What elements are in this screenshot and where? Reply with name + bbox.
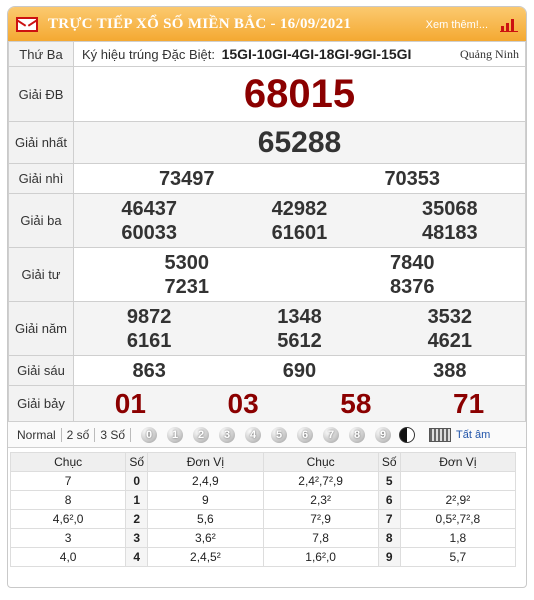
prize-1-label: Giải nhất — [9, 122, 74, 164]
digit-ball-button[interactable]: 9 — [375, 427, 391, 443]
loto-cell: 5,6 — [148, 510, 263, 529]
mode-2-digit-button[interactable]: 2 số — [62, 428, 96, 442]
loto-head-cell: 6 — [378, 491, 400, 510]
loto-cell: 2²,9² — [400, 491, 515, 510]
digit-ball-button[interactable]: 0 — [141, 427, 157, 443]
loto-header-units: Đơn Vị — [400, 453, 515, 472]
mode-3-digit-button[interactable]: 3 Số — [95, 428, 131, 442]
prize-3-number: 60033 — [121, 221, 177, 244]
prize-6-number: 388 — [433, 359, 467, 382]
loto-head-cell: 4 — [126, 548, 148, 567]
loto-header-head: Số — [126, 453, 148, 472]
digit-ball-button[interactable]: 7 — [323, 427, 339, 443]
loto-cell: 2,4,5² — [148, 548, 263, 567]
digit-ball-button[interactable]: 5 — [271, 427, 287, 443]
loto-cell: 7 — [11, 472, 126, 491]
loto-header-tens: Chục — [11, 453, 126, 472]
prize-7-number: 58 — [340, 387, 372, 419]
panel-title: TRỰC TIẾP XỔ SỐ MIỀN BẮC - 16/09/2021 — [48, 15, 352, 32]
loto-cell: 2,3² — [263, 491, 378, 510]
loto-cell: 4,0 — [11, 548, 126, 567]
table-row — [11, 529, 516, 548]
sound-all-label[interactable]: Tất âm — [456, 428, 491, 441]
loto-cell: 1,6²,0 — [263, 548, 378, 567]
prize-5-number: 9872 — [126, 305, 172, 328]
mode-normal-button[interactable]: Normal — [12, 428, 62, 442]
loto-cell: 7,8 — [263, 529, 378, 548]
prize-db-label: Giải ĐB — [9, 67, 74, 122]
table-row — [11, 491, 516, 510]
digit-ball-button[interactable]: 8 — [349, 427, 365, 443]
see-more-link[interactable]: Xem thêm!... — [425, 19, 488, 31]
loto-head-cell: 8 — [378, 529, 400, 548]
prize-5-number: 1348 — [277, 305, 322, 328]
digit-ball-button[interactable]: 2 — [193, 427, 209, 443]
prize-5-number: 3532 — [427, 305, 473, 328]
digit-ball-button[interactable]: 1 — [167, 427, 183, 443]
prize-db-number: 68015 — [243, 72, 356, 116]
prize-6-number: 863 — [132, 359, 166, 382]
special-code-row — [74, 42, 526, 67]
loto-head-cell: 3 — [126, 529, 148, 548]
table-row — [11, 548, 516, 567]
loto-head-cell: 1 — [126, 491, 148, 510]
loto-cell: 2,4,9 — [148, 472, 263, 491]
loto-cell: 5,7 — [400, 548, 515, 567]
loto-cell: 7²,9 — [263, 510, 378, 529]
prize-7-number: 03 — [227, 387, 259, 419]
prize-3-number: 61601 — [271, 221, 328, 244]
prize-4-number: 7840 — [390, 251, 435, 274]
display-controls — [8, 422, 526, 448]
loto-head-cell: 5 — [378, 472, 400, 491]
prize-3-label: Giải ba — [9, 194, 74, 248]
prize-2-number: 73497 — [158, 167, 215, 190]
prize-4-number: 5300 — [164, 251, 209, 274]
loto-cell: 2,4²,7²,9 — [263, 472, 378, 491]
prize-6-number: 690 — [282, 359, 317, 382]
table-row — [11, 472, 516, 491]
digit-ball-button[interactable]: 6 — [297, 427, 313, 443]
loto-header-tens: Chục — [263, 453, 378, 472]
digit-ball-button[interactable]: 3 — [219, 427, 235, 443]
weekday-label: Thứ Ba — [9, 42, 74, 67]
panel-header — [8, 7, 526, 41]
prize-7-number: 01 — [114, 387, 146, 419]
prize-3-number: 42982 — [271, 197, 328, 220]
prize-4-label: Giải tư — [9, 248, 74, 302]
loto-head-cell: 7 — [378, 510, 400, 529]
special-code-label: Ký hiệu trúng Đặc Biệt: — [82, 47, 215, 62]
prize-5-number: 4621 — [427, 329, 473, 352]
prize-3-number: 48183 — [422, 221, 478, 244]
prize-7-number: 71 — [453, 387, 485, 419]
region-label: Quảng Ninh — [460, 47, 519, 61]
prize-5-number: 5612 — [277, 329, 322, 352]
prize-5-number: 6161 — [126, 329, 172, 352]
loto-cell: 4,6²,0 — [11, 510, 126, 529]
prize-3-number: 46437 — [121, 197, 177, 220]
loto-header-head: Số — [378, 453, 400, 472]
loto-cell — [400, 472, 515, 491]
prize-6-label: Giải sáu — [9, 356, 74, 386]
prize-5-label: Giải năm — [9, 302, 74, 356]
loto-cell: 0,5²,7²,8 — [400, 510, 515, 529]
prize-2-number: 70353 — [384, 167, 441, 190]
loto-cell: 8 — [11, 491, 126, 510]
special-code-value: 15GI-10GI-4GI-18GI-9GI-15GI — [221, 46, 412, 62]
prize-2-label: Giải nhì — [9, 164, 74, 194]
loto-head-cell: 0 — [126, 472, 148, 491]
loto-header-units: Đơn Vị — [148, 453, 263, 472]
prize-7-label: Giải bảy — [9, 386, 74, 422]
loto-cell: 9 — [148, 491, 263, 510]
loto-table — [10, 452, 516, 567]
prize-1-number: 65288 — [257, 125, 342, 159]
prize-4-number: 7231 — [164, 275, 209, 298]
results-panel — [7, 6, 527, 588]
loto-head-cell: 9 — [378, 548, 400, 567]
loto-head-cell: 2 — [126, 510, 148, 529]
loto-cell: 3 — [11, 529, 126, 548]
digit-ball-button[interactable]: 4 — [245, 427, 261, 443]
prize-table — [8, 41, 526, 422]
table-row — [11, 510, 516, 529]
prize-3-number: 35068 — [422, 197, 478, 220]
prize-4-number: 8376 — [390, 275, 435, 298]
loto-cell: 1,8 — [400, 529, 515, 548]
mail-icon[interactable] — [16, 17, 38, 32]
sound-icon[interactable] — [429, 428, 451, 442]
yin-yang-icon[interactable] — [399, 427, 415, 443]
stats-bars-icon[interactable] — [500, 17, 518, 31]
loto-cell: 3,6² — [148, 529, 263, 548]
